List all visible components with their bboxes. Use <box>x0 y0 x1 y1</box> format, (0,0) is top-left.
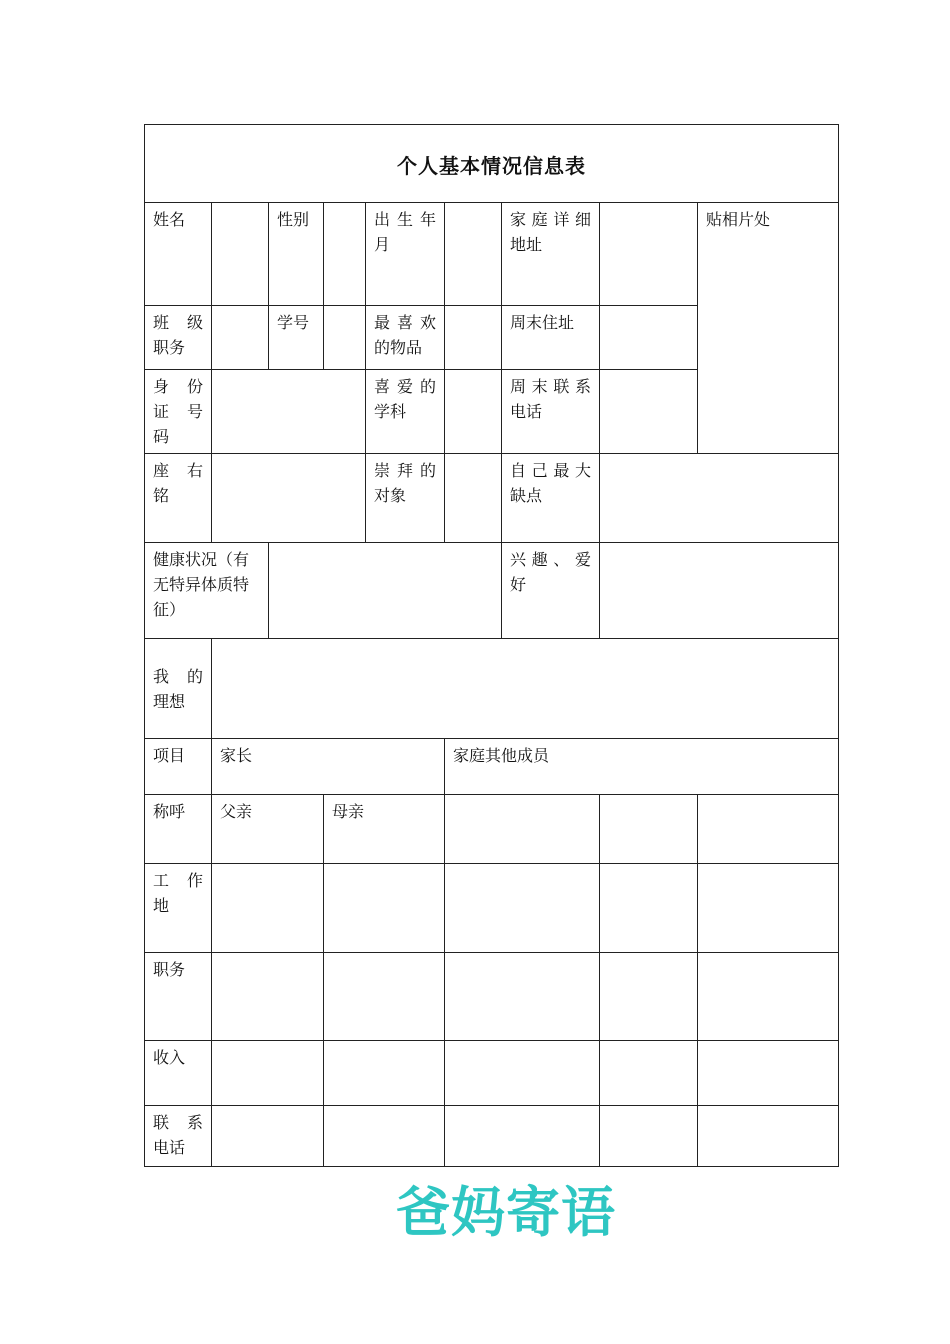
favorite-subject-field[interactable] <box>445 370 502 454</box>
other-member-2-duty-field[interactable] <box>600 953 698 1041</box>
id-card-field[interactable] <box>212 370 366 454</box>
other-member-2-workplace-field[interactable] <box>600 864 698 953</box>
weekend-phone-field[interactable] <box>600 370 698 454</box>
idol-label: 崇 拜 的 对象 <box>366 454 445 543</box>
name-label: 姓名 <box>145 203 212 306</box>
other-member-1-duty-field[interactable] <box>445 953 600 1041</box>
biggest-flaw-field[interactable] <box>600 454 839 543</box>
other-member-1-phone-field[interactable] <box>445 1106 600 1167</box>
biggest-flaw-label: 自 己 最 大 缺点 <box>502 454 600 543</box>
photo-area[interactable]: 贴相片处 <box>698 203 839 454</box>
family-parents-header: 家长 <box>212 739 445 795</box>
student-no-field[interactable] <box>324 306 366 370</box>
family-income-label: 收入 <box>145 1041 212 1106</box>
id-card-label: 身 份 证 号 码 <box>145 370 212 454</box>
birth-label: 出 生 年 月 <box>366 203 445 306</box>
birth-field[interactable] <box>445 203 502 306</box>
father-income-field[interactable] <box>212 1041 324 1106</box>
favorite-item-field[interactable] <box>445 306 502 370</box>
other-member-1-workplace-field[interactable] <box>445 864 600 953</box>
other-member-2-phone-field[interactable] <box>600 1106 698 1167</box>
mother-label: 母亲 <box>324 795 445 864</box>
hobbies-label: 兴 趣 、 爱 好 <box>502 543 600 639</box>
motto-label: 座 右 铭 <box>145 454 212 543</box>
family-phone-label: 联 系 电话 <box>145 1106 212 1167</box>
family-duty-label: 职务 <box>145 953 212 1041</box>
other-member-3-duty-field[interactable] <box>698 953 839 1041</box>
class-duty-label: 班 级 职务 <box>145 306 212 370</box>
form-title: 个人基本情况信息表 <box>145 125 839 203</box>
weekend-address-field[interactable] <box>600 306 698 370</box>
class-duty-field[interactable] <box>212 306 269 370</box>
father-duty-field[interactable] <box>212 953 324 1041</box>
health-label: 健康状况（有无特异体质特征） <box>145 543 269 639</box>
name-field[interactable] <box>212 203 269 306</box>
mother-income-field[interactable] <box>324 1041 445 1106</box>
favorite-subject-label: 喜 爱 的 学科 <box>366 370 445 454</box>
other-member-3-workplace-field[interactable] <box>698 864 839 953</box>
family-item-label: 项目 <box>145 739 212 795</box>
weekend-address-label: 周末住址 <box>502 306 600 370</box>
other-member-3-title-field[interactable] <box>698 795 839 864</box>
father-workplace-field[interactable] <box>212 864 324 953</box>
health-field[interactable] <box>269 543 502 639</box>
home-address-field[interactable] <box>600 203 698 306</box>
brand-logo-text: 爸妈寄语 <box>396 1181 616 1244</box>
mother-workplace-field[interactable] <box>324 864 445 953</box>
motto-field[interactable] <box>212 454 366 543</box>
other-member-2-income-field[interactable] <box>600 1041 698 1106</box>
other-member-3-phone-field[interactable] <box>698 1106 839 1167</box>
gender-label: 性别 <box>269 203 324 306</box>
other-member-1-title-field[interactable] <box>445 795 600 864</box>
family-workplace-label: 工 作 地 <box>145 864 212 953</box>
family-others-header: 家庭其他成员 <box>445 739 839 795</box>
other-member-3-income-field[interactable] <box>698 1041 839 1106</box>
other-member-1-income-field[interactable] <box>445 1041 600 1106</box>
other-member-2-title-field[interactable] <box>600 795 698 864</box>
family-title-label: 称呼 <box>145 795 212 864</box>
idol-field[interactable] <box>445 454 502 543</box>
info-form-table <box>144 124 839 1167</box>
favorite-item-label: 最 喜 欢 的物品 <box>366 306 445 370</box>
father-label: 父亲 <box>212 795 324 864</box>
weekend-phone-label: 周 末 联 系 电话 <box>502 370 600 454</box>
ideal-label: 我 的 理想 <box>145 639 212 739</box>
ideal-field[interactable] <box>212 639 839 739</box>
hobbies-field[interactable] <box>600 543 839 639</box>
home-address-label: 家 庭 详 细 地址 <box>502 203 600 306</box>
mother-phone-field[interactable] <box>324 1106 445 1167</box>
student-no-label: 学号 <box>269 306 324 370</box>
father-phone-field[interactable] <box>212 1106 324 1167</box>
gender-field[interactable] <box>324 203 366 306</box>
mother-duty-field[interactable] <box>324 953 445 1041</box>
